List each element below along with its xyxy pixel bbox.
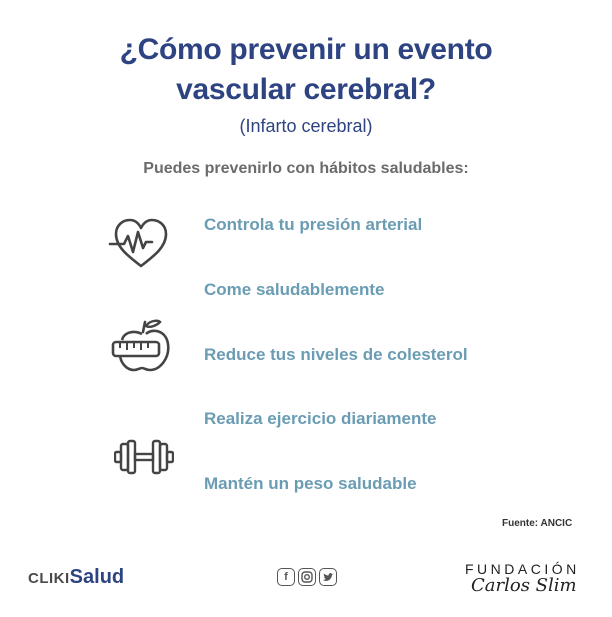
social-links (277, 568, 337, 586)
subtitle: (Infarto cerebral) (239, 116, 373, 136)
brand-part-2: Salud (69, 566, 125, 588)
twitter-glyph (322, 572, 334, 583)
facebook-icon[interactable]: f (277, 568, 295, 586)
twitter-icon[interactable] (319, 568, 337, 586)
instagram-glyph (301, 571, 313, 583)
fundacion-carlos-slim-logo (465, 561, 580, 596)
page-title (0, 30, 612, 110)
clikisalud-logo (28, 566, 124, 589)
foundation-bottom: Carlos Slim (471, 575, 577, 596)
dumbbell-icon (114, 438, 174, 476)
tip-cholesterol: Reduce tus niveles de colesterol (204, 345, 468, 364)
tip-blood-pressure: Controla tu presión arterial (204, 215, 423, 234)
lead-text: Puedes prevenirlo con hábitos saludables: (143, 160, 469, 177)
title-line-2: vascular cerebral? (176, 73, 436, 106)
tip-healthy-eating: Come saludablemente (204, 280, 385, 299)
brand-part-1: CLIKI (28, 570, 70, 587)
apple-measuring-tape-icon (110, 318, 174, 374)
instagram-icon[interactable] (298, 568, 316, 586)
foundation-top: FUNDACIÓN (465, 561, 580, 577)
source-note: Fuente: ANCIC (502, 518, 573, 529)
heart-pulse-icon (108, 214, 174, 272)
title-line-1: ¿Cómo prevenir un evento (119, 33, 493, 66)
tip-exercise: Realiza ejercicio diariamente (204, 409, 437, 428)
tip-healthy-weight: Mantén un peso saludable (204, 474, 417, 493)
